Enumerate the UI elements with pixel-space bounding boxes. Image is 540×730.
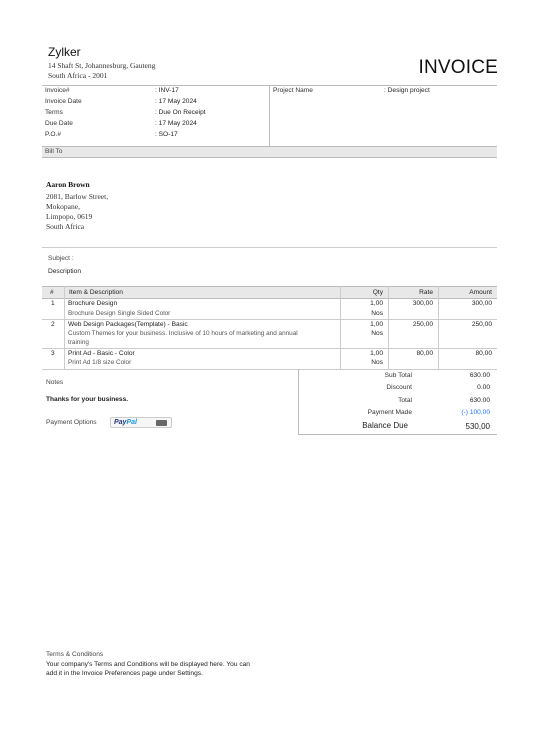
total-value: 630.00 [469,397,490,404]
row-number: 3 [51,350,55,357]
company-address-line: South Africa - 2001 [48,71,108,80]
item-unit: Nos [371,359,383,366]
meta-value-invoice-date: : 17 May 2024 [155,98,197,105]
notes-text: Thanks for your business. [46,396,129,403]
invoice-title: INVOICE [418,57,498,78]
table-row-divider [42,319,497,320]
customer-address-line: 2081, Barlow Street, [46,192,109,201]
discount-value: 0.00 [477,384,490,391]
item-rate: 80,00 [416,350,433,357]
terms-text [46,660,286,678]
item-name: Web Design Packages(Template) - Basic [68,321,188,328]
section-divider [42,247,497,248]
item-description: Custom Themes for your business. Inclusive of 10 hours of marketing and annual [68,330,298,337]
col-header-amount: Amount [469,289,492,296]
item-unit: Nos [371,310,383,317]
item-amount: 250,00 [471,321,492,328]
meta-label-po: P.O.# [45,131,62,138]
item-description: Brochure Design Single Sided Color [68,310,171,317]
col-header-qty: Qty [372,289,383,296]
project-name-value: : Design project [384,87,430,94]
item-name: Print Ad - Basic - Color [68,350,135,357]
description-text: Description [48,268,81,275]
bill-to-bar [42,146,497,158]
meta-label-invoice-date: Invoice Date [45,98,82,105]
meta-label-terms: Terms [45,109,63,116]
row-number: 2 [51,321,55,328]
customer-name: Aaron Brown [46,180,90,189]
notes-label: Notes [46,379,64,386]
sub-total-value: 630.00 [469,372,490,379]
bill-to-label: Bill To [45,148,63,155]
meta-label-invoice-number: Invoice# [45,87,70,94]
col-header-rate: Rate [419,289,433,296]
table-column-divider [64,286,65,369]
meta-value-terms: : Due On Receipt [155,109,206,116]
payment-made-label: Payment Made [367,409,412,416]
table-column-divider [438,286,439,369]
terms-line: Your company's Terms and Conditions will be displayed here. You can [46,661,250,668]
payment-options-label: Payment Options [46,419,97,426]
sub-total-label: Sub Total [384,372,412,379]
item-qty: 1,00 [370,321,383,328]
meta-divider [269,85,270,146]
item-name: Brochure Design [68,300,118,307]
discount-label: Discount [386,384,412,391]
card-icon [156,420,167,426]
item-description: training [68,339,89,346]
paypal-logo-pay: Pay [114,419,127,426]
paypal-logo-pal: Pal [126,419,137,426]
project-name-label: Project Name [273,87,313,94]
meta-label-due-date: Due Date [45,120,73,127]
customer-address-line: South Africa [46,222,85,231]
payment-made-value: (-) 100,00 [461,409,490,416]
terms-label: Terms & Conditions [46,651,104,658]
company-address-line: 14 Shaft St, Johannesburg, Gauteng [48,61,156,70]
company-name: Zylker [48,45,81,59]
col-header-number: # [50,289,54,296]
total-label: Total [398,397,412,404]
item-amount: 300,00 [471,300,492,307]
item-description: Print Ad 1/8 size Color [68,359,132,366]
col-header-item: Item & Description [69,289,123,296]
table-row-divider [42,348,497,349]
meta-value-invoice-number: : INV-17 [155,87,179,94]
table-column-divider [388,286,389,369]
row-number: 1 [51,300,55,307]
meta-value-po: : SO-17 [155,131,178,138]
customer-address-line: Limpopo, 0619 [46,212,93,221]
item-rate: 300,00 [412,300,433,307]
item-amount: 80,00 [475,350,492,357]
customer-address-line: Mokopane, [46,202,80,211]
paypal-button[interactable] [110,417,172,428]
item-qty: 1,00 [370,300,383,307]
terms-line: add it in the Invoice Preferences page under Settings. [46,670,203,677]
balance-due-value: 530,00 [465,422,490,431]
paypal-logo [114,419,137,426]
subject-label: Subject : [48,255,74,262]
item-unit: Nos [371,330,383,337]
meta-value-due-date: : 17 May 2024 [155,120,197,127]
item-rate: 250,00 [412,321,433,328]
balance-due-label: Balance Due [362,421,408,430]
item-qty: 1,00 [370,350,383,357]
